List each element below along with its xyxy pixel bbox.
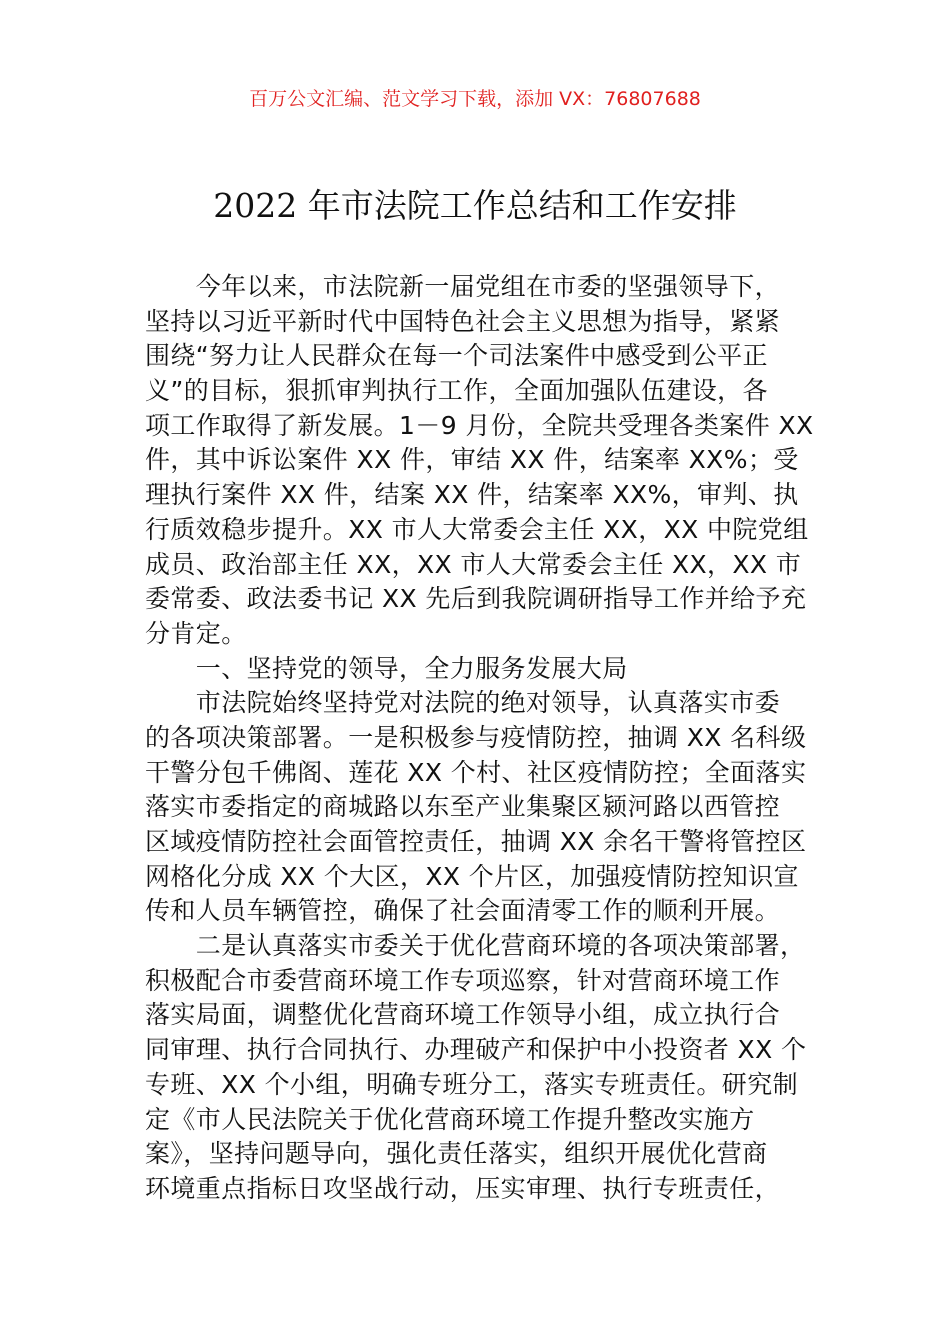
text-line: 案》，坚持问题导向，强化责任落实，组织开展优化营商 [145,1139,768,1169]
text-line: 定《市人民法院关于优化营商环境工作提升整改实施方 [145,1104,755,1134]
text-line: 二是认真落实市委关于优化营商环境的各项决策部署， [145,931,806,961]
text-line: 同审理、执行合同执行、办理破产和保护中小投资者 XX 个 [145,1035,807,1065]
text-line: 成员、政治部主任 XX，XX 市人大常委会主任 XX，XX 市 [145,549,802,579]
text-line: 落实市委指定的商城路以东至产业集聚区颍河路以西管控 [145,792,781,822]
text-line: 传和人员车辆管控，确保了社会面清零工作的顺利开展。 [145,896,781,926]
text-line: 网格化分成 XX 个大区，XX 个片区，加强疫情防控知识宣 [145,861,799,891]
watermark-header: 百万公文汇编、范文学习下载，添加 VX：76807688 [249,88,701,110]
text-line: 落实局面，调整优化营商环境工作领导小组，成立执行合 [145,1000,781,1030]
text-line: 的各项决策部署。一是积极参与疫情防控，抽调 XX 名科级 [145,722,807,752]
text-line: 项工作取得了新发展。1－9 月份，全院共受理各类案件 XX [145,410,814,440]
text-line: 区域疫情防控社会面管控责任，抽调 XX 余名干警将管控区 [145,827,807,856]
text-line: 行质效稳步提升。XX 市人大常委会主任 XX，XX 中院党组 [145,514,809,544]
text-line: 理执行案件 XX 件，结案 XX 件，结案率 XX%，审判、执 [145,480,799,510]
text-line: 市法院始终坚持党对法院的绝对领导，认真落实市委 [145,688,781,718]
text-line: 环境重点指标日攻坚战行动，压实审理、执行专班责任， [145,1173,781,1203]
text-line: 干警分包千佛阁、莲花 XX 个村、社区疫情防控；全面落实 [145,757,807,787]
text-line: 积极配合市委营商环境工作专项巡察，针对营商环境工作 [145,965,781,995]
text-line: 专班、XX 个小组，明确专班分工，落实专班责任。研究制 [145,1069,799,1099]
text-line: 坚持以习近平新时代中国特色社会主义思想为指导，紧紧 [145,306,781,336]
document-title: 2022 年市法院工作总结和工作安排 [213,186,737,225]
text-line: 义”的目标，狠抓审判执行工作，全面加强队伍建设，各 [145,376,768,406]
text-line: 件，其中诉讼案件 XX 件，审结 XX 件，结案率 XX%；受 [145,445,799,475]
text-line: 围绕“努力让人民群众在每一个司法案件中感受到公平正 [145,341,768,371]
section-heading: 一、坚持党的领导，全力服务发展大局 [145,653,628,683]
document-body [145,270,845,1207]
text-line: 委常委、政法委书记 XX 先后到我院调研指导工作并给予充 [145,584,807,614]
text-line: 今年以来，市法院新一届党组在市委的坚强领导下， [145,272,781,301]
text-line: 分肯定。 [145,618,247,648]
